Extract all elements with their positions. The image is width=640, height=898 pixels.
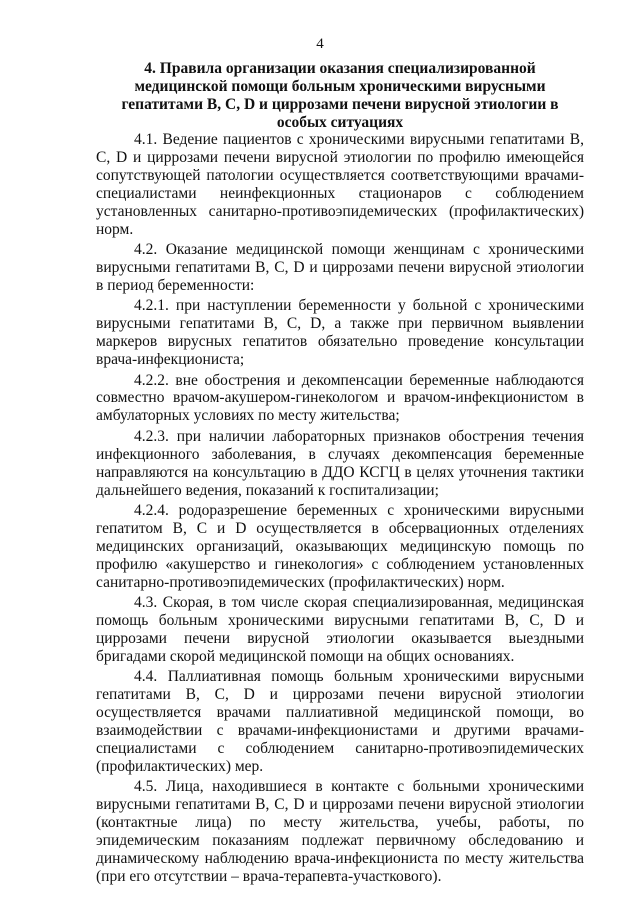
- paragraph-4-1: 4.1. Ведение пациентов с хроническими вирусными гепатитами B, C, D и циррозами печени вирусной этиологии по профилю имеющейся сопутствующей патологии осуществляется соответствующими врачами-специалистами неинфекционных стационаров с соблюдением установленных санитарно-противоэпидемических (профилактических) норм.: [96, 131, 584, 238]
- page-number: 4: [316, 36, 324, 52]
- paragraph-4-4: 4.4. Паллиативная помощь больным хроническими вирусными гепатитами B, C, D и циррозами печени вирусной этиологии осуществляется врачами паллиативной медицинской помощи, во взаимодействии с врачами-инфекционистами и другими врачами-специалистами с соблюдением санитарно-противоэпидемических (профилактических) мер.: [96, 668, 584, 775]
- paragraph-4-2-2: 4.2.2. вне обострения и декомпенсации беременные наблюдаются совместно врачом-акушером-гинекологом и врачом-инфекционистом в амбулаторных условиях по месту жительства;: [96, 371, 584, 425]
- paragraph-4-3: 4.3. Скорая, в том числе скорая специализированная, медицинская помощь больным хроническими вирусными гепатитами B, C, D и циррозами печени вирусной этиологии оказывается выездными бригадами скорой медицинской помощи на общих основаниях.: [96, 594, 584, 665]
- paragraph-4-5: 4.5. Лица, находившиеся в контакте с больными хроническими вирусными гепатитами B, C, D и циррозами печени вирусной этиологии (контактные лица) по месту жительства, учебы, работы, по эпидемическим показаниям подлежат первичному обследованию и динамическому наблюдению врача-инфекциониста по месту жительства (при его отсутствии – врача-терапевта-участкового).: [96, 778, 584, 885]
- section-body: [96, 131, 584, 889]
- paragraph-4-2-4: 4.2.4. родоразрешение беременных с хроническими вирусными гепатитом B, C и D осуществляется в обсервационных отделениях медицинских организаций, оказывающих медицинскую помощь по профилю «акушерство и гинекология» с соблюдением установленных санитарно-противоэпидемических (профилактических) норм.: [96, 502, 584, 591]
- section-title: 4. Правила организации оказания специализированной медицинской помощи больным хроническими вирусными гепатитами B, C, D и циррозами печени вирусной этиологии в особых ситуациях: [121, 60, 559, 131]
- paragraph-4-2-3: 4.2.3. при наличии лабораторных признаков обострения течения инфекционного заболевания, в случаях декомпенсация беременные направляются на консультацию в ДДО КСГЦ в целях уточнения тактики дальнейшего ведения, показаний к госпитализации;: [96, 427, 584, 499]
- paragraph-4-2-1: 4.2.1. при наступлении беременности у больной с хроническими вирусными гепатитами B, C, D, а также при первичном выявлении маркеров вирусных гепатитов обязательно проведение консультации врача-инфекциониста;: [96, 297, 584, 369]
- paragraph-4-2: 4.2. Оказание медицинской помощи женщинам с хроническими вирусными гепатитами B, C, D и циррозами печени вирусной этиологии в период беременности:: [96, 241, 584, 294]
